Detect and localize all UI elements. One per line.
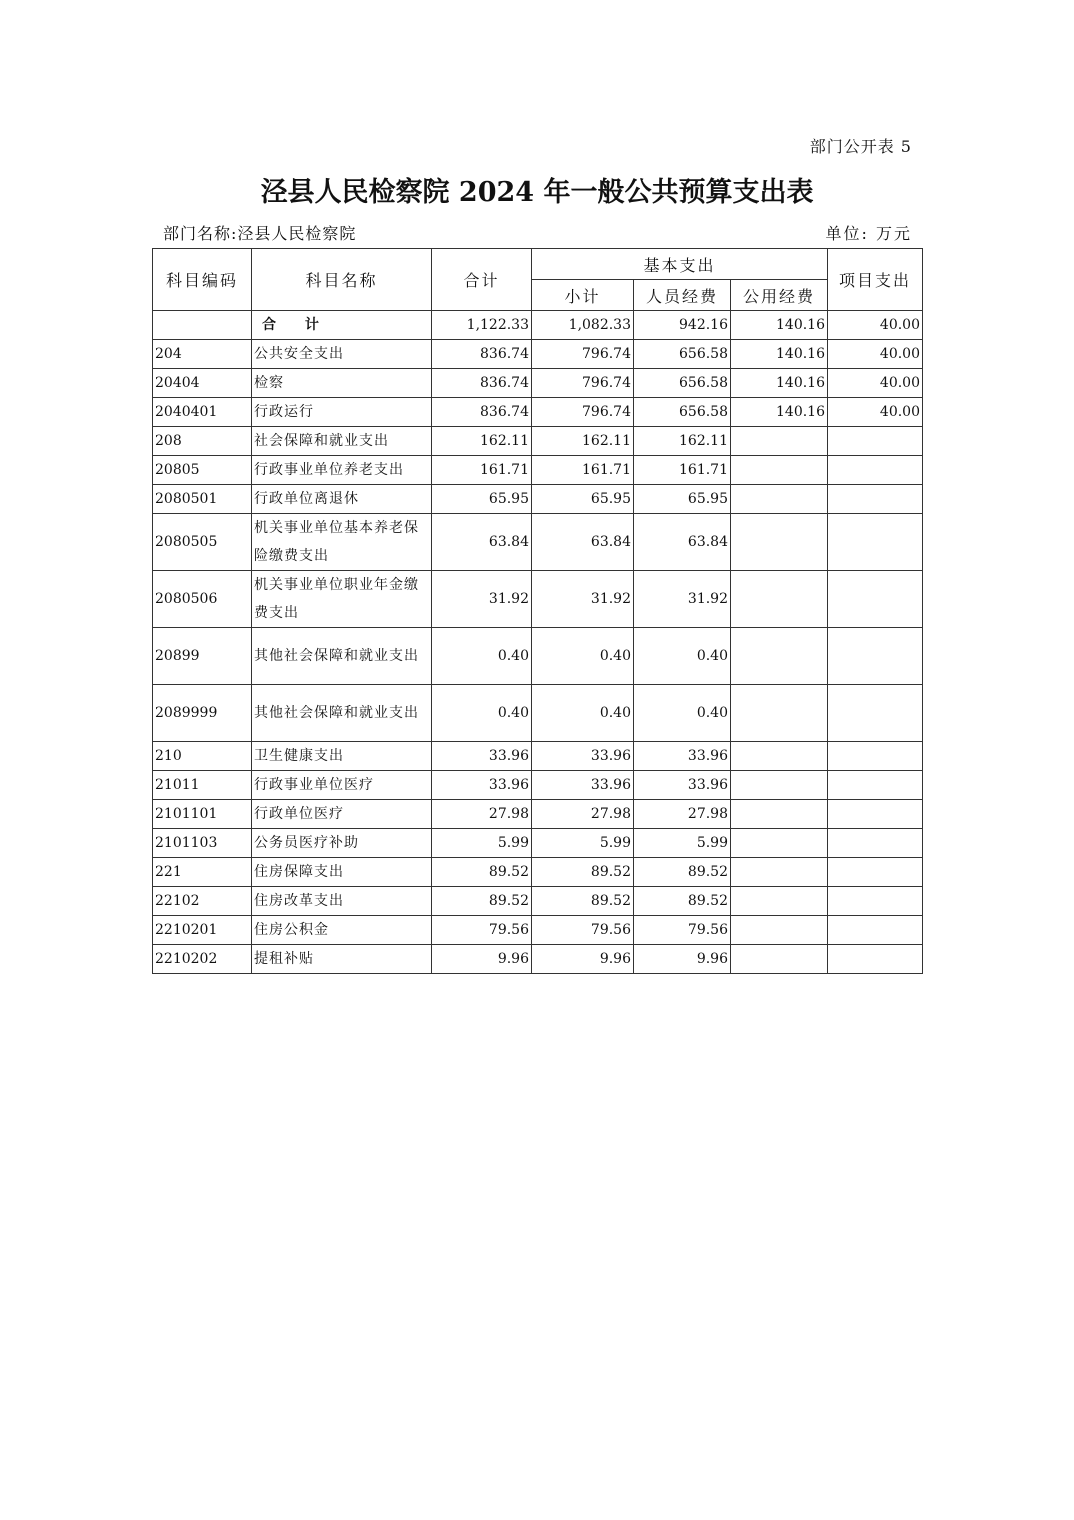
cell-personnel: 33.96 bbox=[634, 742, 731, 771]
total-project: 40.00 bbox=[828, 311, 923, 340]
cell-total: 836.74 bbox=[432, 369, 532, 398]
header-public: 公用经费 bbox=[731, 280, 828, 311]
cell-name: 住房保障支出 bbox=[252, 858, 432, 887]
cell-code: 22102 bbox=[153, 887, 252, 916]
cell-personnel: 63.84 bbox=[634, 514, 731, 571]
cell-project: 40.00 bbox=[828, 340, 923, 369]
cell-code: 2210201 bbox=[153, 916, 252, 945]
table-row bbox=[153, 829, 923, 858]
cell-personnel: 0.40 bbox=[634, 685, 731, 742]
cell-total: 79.56 bbox=[432, 916, 532, 945]
cell-personnel: 89.52 bbox=[634, 858, 731, 887]
cell-personnel: 9.96 bbox=[634, 945, 731, 974]
table-row bbox=[153, 628, 923, 685]
cell-public bbox=[731, 427, 828, 456]
cell-subtotal: 33.96 bbox=[532, 771, 634, 800]
cell-public bbox=[731, 571, 828, 628]
cell-project bbox=[828, 945, 923, 974]
cell-personnel: 89.52 bbox=[634, 887, 731, 916]
cell-public bbox=[731, 800, 828, 829]
cell-public bbox=[731, 485, 828, 514]
cell-public bbox=[731, 628, 828, 685]
cell-project bbox=[828, 427, 923, 456]
cell-project bbox=[828, 829, 923, 858]
cell-total: 33.96 bbox=[432, 742, 532, 771]
cell-name: 其他社会保障和就业支出 bbox=[252, 628, 432, 685]
cell-project bbox=[828, 887, 923, 916]
cell-name: 公务员医疗补助 bbox=[252, 829, 432, 858]
cell-subtotal: 65.95 bbox=[532, 485, 634, 514]
cell-public bbox=[731, 771, 828, 800]
cell-personnel: 161.71 bbox=[634, 456, 731, 485]
cell-name: 住房改革支出 bbox=[252, 887, 432, 916]
table-row bbox=[153, 369, 923, 398]
cell-code: 2040401 bbox=[153, 398, 252, 427]
cell-code: 2080505 bbox=[153, 514, 252, 571]
cell-name: 检察 bbox=[252, 369, 432, 398]
cell-total: 162.11 bbox=[432, 427, 532, 456]
cell-project bbox=[828, 771, 923, 800]
total-code bbox=[153, 311, 252, 340]
cell-public bbox=[731, 858, 828, 887]
cell-subtotal: 33.96 bbox=[532, 742, 634, 771]
cell-code: 21011 bbox=[153, 771, 252, 800]
cell-project bbox=[828, 628, 923, 685]
cell-name: 行政单位离退休 bbox=[252, 485, 432, 514]
header-basic: 基本支出 bbox=[532, 249, 828, 280]
cell-code: 2089999 bbox=[153, 685, 252, 742]
cell-personnel: 0.40 bbox=[634, 628, 731, 685]
cell-code: 20404 bbox=[153, 369, 252, 398]
table-row bbox=[153, 916, 923, 945]
cell-project bbox=[828, 858, 923, 887]
cell-personnel: 27.98 bbox=[634, 800, 731, 829]
cell-name: 住房公积金 bbox=[252, 916, 432, 945]
cell-total: 89.52 bbox=[432, 858, 532, 887]
cell-total: 31.92 bbox=[432, 571, 532, 628]
table-row bbox=[153, 485, 923, 514]
cell-public bbox=[731, 916, 828, 945]
cell-public bbox=[731, 829, 828, 858]
cell-public bbox=[731, 742, 828, 771]
header-subtotal: 小计 bbox=[532, 280, 634, 311]
cell-project bbox=[828, 485, 923, 514]
cell-subtotal: 0.40 bbox=[532, 685, 634, 742]
cell-personnel: 656.58 bbox=[634, 398, 731, 427]
cell-subtotal: 9.96 bbox=[532, 945, 634, 974]
total-public: 140.16 bbox=[731, 311, 828, 340]
table-row bbox=[153, 456, 923, 485]
cell-project bbox=[828, 456, 923, 485]
cell-personnel: 5.99 bbox=[634, 829, 731, 858]
table-row bbox=[153, 514, 923, 571]
cell-name: 机关事业单位职业年金缴费支出 bbox=[252, 571, 432, 628]
cell-public bbox=[731, 456, 828, 485]
cell-personnel: 65.95 bbox=[634, 485, 731, 514]
cell-subtotal: 79.56 bbox=[532, 916, 634, 945]
table-row bbox=[153, 571, 923, 628]
cell-subtotal: 0.40 bbox=[532, 628, 634, 685]
table-row bbox=[153, 742, 923, 771]
cell-total: 0.40 bbox=[432, 628, 532, 685]
cell-name: 机关事业单位基本养老保险缴费支出 bbox=[252, 514, 432, 571]
cell-public bbox=[731, 945, 828, 974]
table-row bbox=[153, 887, 923, 916]
cell-project bbox=[828, 742, 923, 771]
cell-project bbox=[828, 514, 923, 571]
table-row bbox=[153, 945, 923, 974]
total-total: 1,122.33 bbox=[432, 311, 532, 340]
cell-public: 140.16 bbox=[731, 340, 828, 369]
cell-project bbox=[828, 916, 923, 945]
cell-subtotal: 162.11 bbox=[532, 427, 634, 456]
department-label: 部门名称:泾县人民检察院 bbox=[163, 224, 357, 243]
cell-code: 204 bbox=[153, 340, 252, 369]
table-row bbox=[153, 800, 923, 829]
table-row bbox=[153, 771, 923, 800]
cell-subtotal: 796.74 bbox=[532, 369, 634, 398]
cell-subtotal: 63.84 bbox=[532, 514, 634, 571]
cell-code: 2080506 bbox=[153, 571, 252, 628]
cell-code: 221 bbox=[153, 858, 252, 887]
cell-total: 89.52 bbox=[432, 887, 532, 916]
cell-name: 其他社会保障和就业支出 bbox=[252, 685, 432, 742]
cell-public bbox=[731, 887, 828, 916]
cell-code: 2080501 bbox=[153, 485, 252, 514]
cell-code: 208 bbox=[153, 427, 252, 456]
cell-personnel: 656.58 bbox=[634, 340, 731, 369]
header-code: 科目编码 bbox=[153, 249, 252, 311]
budget-table bbox=[152, 248, 923, 974]
cell-project bbox=[828, 685, 923, 742]
cell-total: 0.40 bbox=[432, 685, 532, 742]
cell-subtotal: 89.52 bbox=[532, 858, 634, 887]
header-name: 科目名称 bbox=[252, 249, 432, 311]
cell-code: 210 bbox=[153, 742, 252, 771]
cell-subtotal: 796.74 bbox=[532, 398, 634, 427]
cell-name: 行政运行 bbox=[252, 398, 432, 427]
cell-personnel: 162.11 bbox=[634, 427, 731, 456]
cell-subtotal: 161.71 bbox=[532, 456, 634, 485]
table-body bbox=[153, 311, 923, 974]
cell-project bbox=[828, 571, 923, 628]
cell-name: 社会保障和就业支出 bbox=[252, 427, 432, 456]
total-row bbox=[153, 311, 923, 340]
cell-public: 140.16 bbox=[731, 369, 828, 398]
cell-total: 161.71 bbox=[432, 456, 532, 485]
header-project: 项目支出 bbox=[828, 249, 923, 311]
cell-total: 836.74 bbox=[432, 340, 532, 369]
header-personnel: 人员经费 bbox=[634, 280, 731, 311]
cell-name: 行政事业单位医疗 bbox=[252, 771, 432, 800]
form-number: 部门公开表 5 bbox=[809, 137, 912, 156]
header-total: 合计 bbox=[432, 249, 532, 311]
cell-subtotal: 5.99 bbox=[532, 829, 634, 858]
cell-name: 卫生健康支出 bbox=[252, 742, 432, 771]
cell-subtotal: 31.92 bbox=[532, 571, 634, 628]
cell-public: 140.16 bbox=[731, 398, 828, 427]
cell-total: 65.95 bbox=[432, 485, 532, 514]
cell-code: 2210202 bbox=[153, 945, 252, 974]
table-row bbox=[153, 398, 923, 427]
cell-total: 33.96 bbox=[432, 771, 532, 800]
cell-total: 5.99 bbox=[432, 829, 532, 858]
total-subtotal: 1,082.33 bbox=[532, 311, 634, 340]
cell-subtotal: 27.98 bbox=[532, 800, 634, 829]
table-row bbox=[153, 427, 923, 456]
cell-subtotal: 796.74 bbox=[532, 340, 634, 369]
total-name: 合 计 bbox=[252, 311, 432, 340]
cell-name: 行政单位医疗 bbox=[252, 800, 432, 829]
cell-code: 20805 bbox=[153, 456, 252, 485]
cell-name: 公共安全支出 bbox=[252, 340, 432, 369]
unit-label: 单位: 万元 bbox=[825, 224, 912, 243]
table-row bbox=[153, 685, 923, 742]
cell-total: 27.98 bbox=[432, 800, 532, 829]
page-title: 泾县人民检察院 2024 年一般公共预算支出表 bbox=[260, 177, 814, 208]
cell-subtotal: 89.52 bbox=[532, 887, 634, 916]
cell-code: 20899 bbox=[153, 628, 252, 685]
cell-personnel: 31.92 bbox=[634, 571, 731, 628]
cell-total: 836.74 bbox=[432, 398, 532, 427]
cell-name: 行政事业单位养老支出 bbox=[252, 456, 432, 485]
cell-total: 9.96 bbox=[432, 945, 532, 974]
cell-total: 63.84 bbox=[432, 514, 532, 571]
cell-personnel: 656.58 bbox=[634, 369, 731, 398]
cell-code: 2101103 bbox=[153, 829, 252, 858]
cell-personnel: 33.96 bbox=[634, 771, 731, 800]
cell-code: 2101101 bbox=[153, 800, 252, 829]
total-personnel: 942.16 bbox=[634, 311, 731, 340]
table-row bbox=[153, 858, 923, 887]
cell-project bbox=[828, 800, 923, 829]
cell-name: 提租补贴 bbox=[252, 945, 432, 974]
cell-personnel: 79.56 bbox=[634, 916, 731, 945]
cell-public bbox=[731, 685, 828, 742]
cell-project: 40.00 bbox=[828, 369, 923, 398]
table-row bbox=[153, 340, 923, 369]
cell-project: 40.00 bbox=[828, 398, 923, 427]
cell-public bbox=[731, 514, 828, 571]
